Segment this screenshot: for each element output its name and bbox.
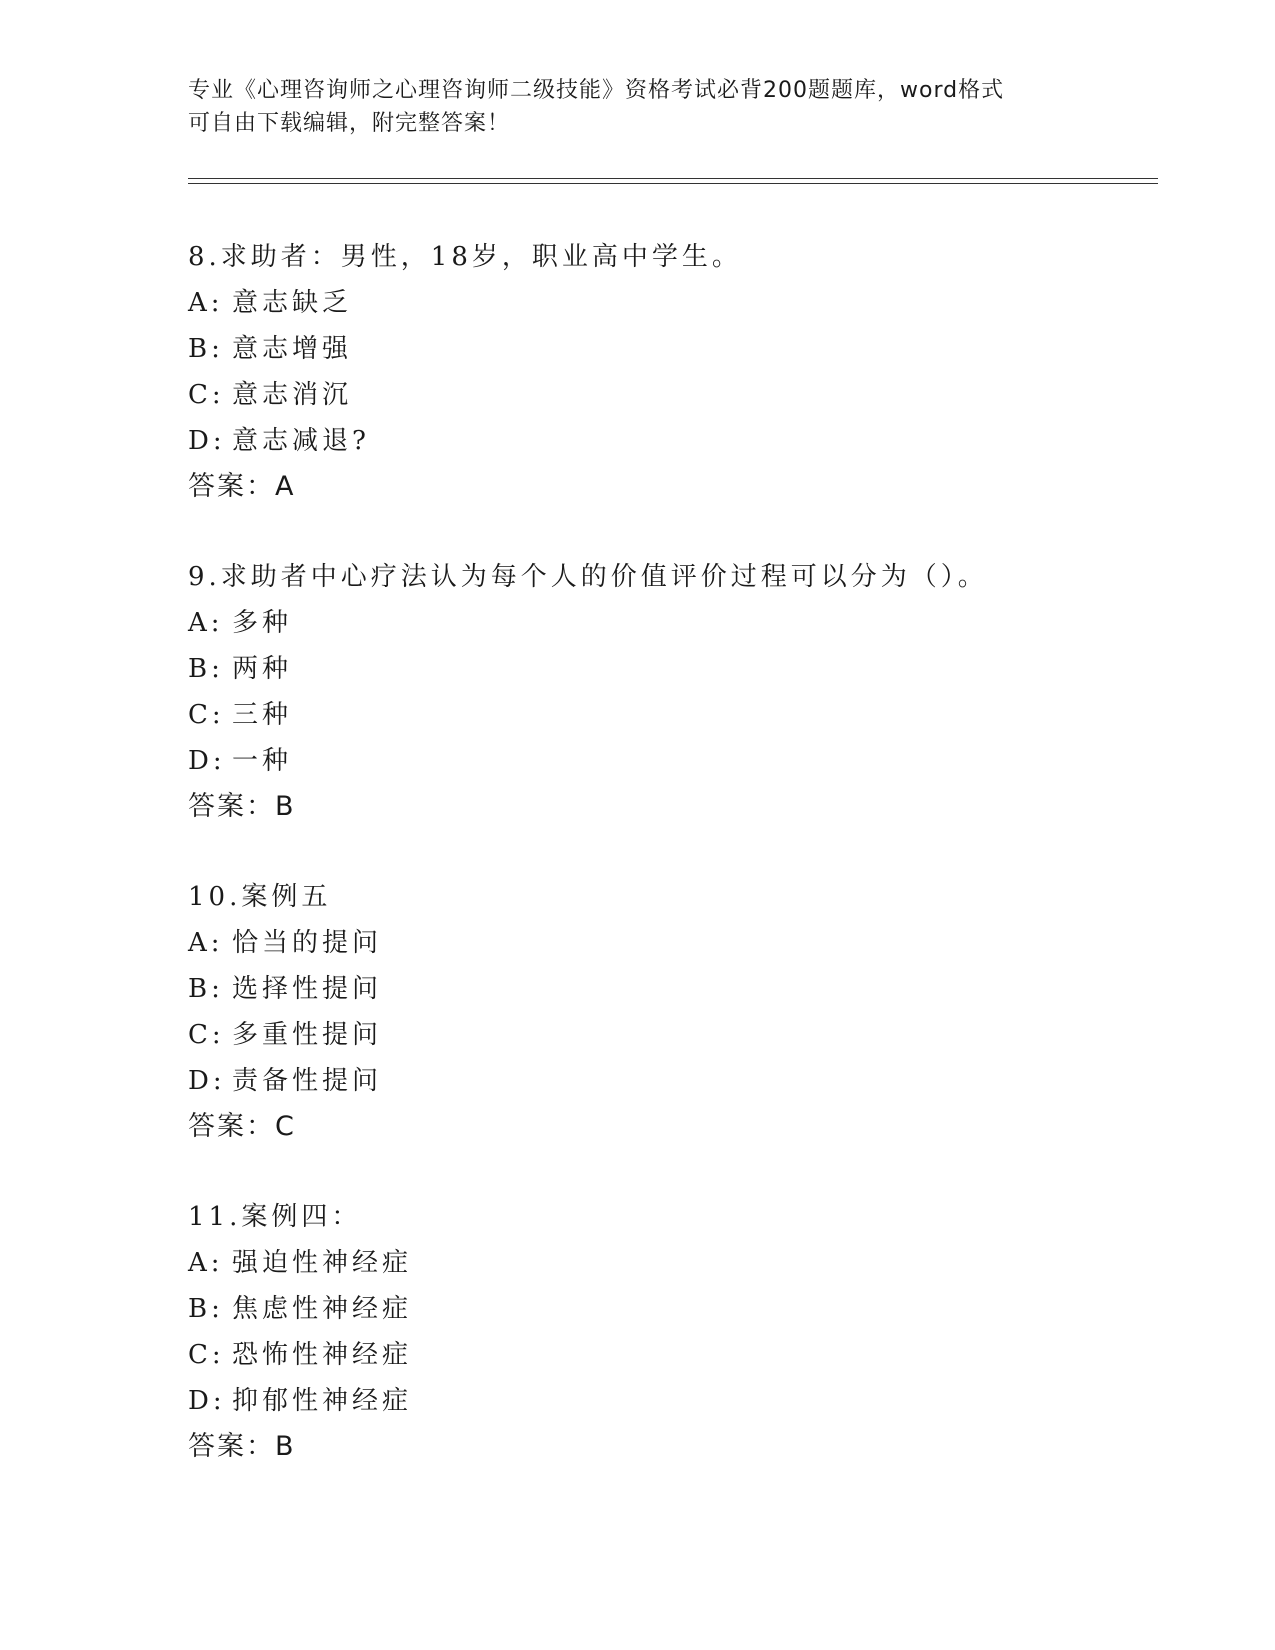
option-c xyxy=(188,372,1188,418)
option-letter: A: xyxy=(188,608,224,638)
option-c xyxy=(188,1012,1188,1058)
option-text: 两种 xyxy=(232,654,293,684)
option-text: 意志缺乏 xyxy=(232,288,353,318)
question-8 xyxy=(188,234,1188,510)
question-stem: 10.案例五 xyxy=(188,882,332,912)
option-text: 恐怖性神经症 xyxy=(232,1340,413,1370)
header-line-1: 专业《心理咨询师之心理咨询师二级技能》资格考试必背200题题库，word格式 xyxy=(188,78,1005,103)
option-text: 责备性提问 xyxy=(232,1066,383,1096)
header-divider-top xyxy=(188,178,1158,179)
option-letter: C: xyxy=(188,700,225,730)
option-letter: C: xyxy=(188,1340,225,1370)
option-b xyxy=(188,1286,1188,1332)
option-c xyxy=(188,692,1188,738)
option-b xyxy=(188,326,1188,372)
option-a xyxy=(188,280,1188,326)
option-text: 多重性提问 xyxy=(232,1020,383,1050)
header-line-2: 可自由下载编辑，附完整答案！ xyxy=(188,111,511,136)
answer: 答案：A xyxy=(188,471,296,502)
option-text: 三种 xyxy=(232,700,293,730)
option-letter: D: xyxy=(188,1386,226,1416)
option-d xyxy=(188,1378,1188,1424)
option-b xyxy=(188,646,1188,692)
option-text: 多种 xyxy=(232,608,293,638)
option-letter: C: xyxy=(188,1020,225,1050)
option-letter: B: xyxy=(188,334,224,364)
option-letter: B: xyxy=(188,654,224,684)
answer: 答案：B xyxy=(188,791,296,822)
header-divider-bottom xyxy=(188,183,1158,184)
option-d xyxy=(188,418,1188,464)
option-letter: C: xyxy=(188,380,225,410)
option-letter: D: xyxy=(188,426,226,456)
option-d xyxy=(188,1058,1188,1104)
question-stem: 8.求助者：男性，18岁，职业高中学生。 xyxy=(188,242,742,272)
answer: 答案：C xyxy=(188,1111,296,1142)
option-letter: D: xyxy=(188,1066,226,1096)
question-10 xyxy=(188,874,1188,1150)
option-text: 焦虑性神经症 xyxy=(232,1294,413,1324)
option-letter: B: xyxy=(188,974,224,1004)
option-text: 强迫性神经症 xyxy=(232,1248,413,1278)
option-text: 恰当的提问 xyxy=(232,928,383,958)
question-11 xyxy=(188,1194,1188,1470)
option-letter: A: xyxy=(188,288,224,318)
option-text: 选择性提问 xyxy=(232,974,383,1004)
option-text: 意志消沉 xyxy=(232,380,353,410)
option-c xyxy=(188,1332,1188,1378)
option-d xyxy=(188,738,1188,784)
answer: 答案：B xyxy=(188,1431,296,1462)
document-header xyxy=(188,74,1088,140)
question-9 xyxy=(188,554,1188,830)
option-letter: A: xyxy=(188,1248,224,1278)
option-a xyxy=(188,600,1188,646)
option-letter: B: xyxy=(188,1294,224,1324)
option-a xyxy=(188,920,1188,966)
option-text: 抑郁性神经症 xyxy=(232,1386,413,1416)
option-text: 意志增强 xyxy=(232,334,353,364)
option-text: 一种 xyxy=(232,746,293,776)
option-a xyxy=(188,1240,1188,1286)
question-stem: 9.求助者中心疗法认为每个人的价值评价过程可以分为（）。 xyxy=(188,562,988,592)
option-b xyxy=(188,966,1188,1012)
option-text: 意志减退? xyxy=(232,426,370,456)
option-letter: A: xyxy=(188,928,224,958)
question-stem: 11.案例四： xyxy=(188,1202,362,1232)
option-letter: D: xyxy=(188,746,226,776)
